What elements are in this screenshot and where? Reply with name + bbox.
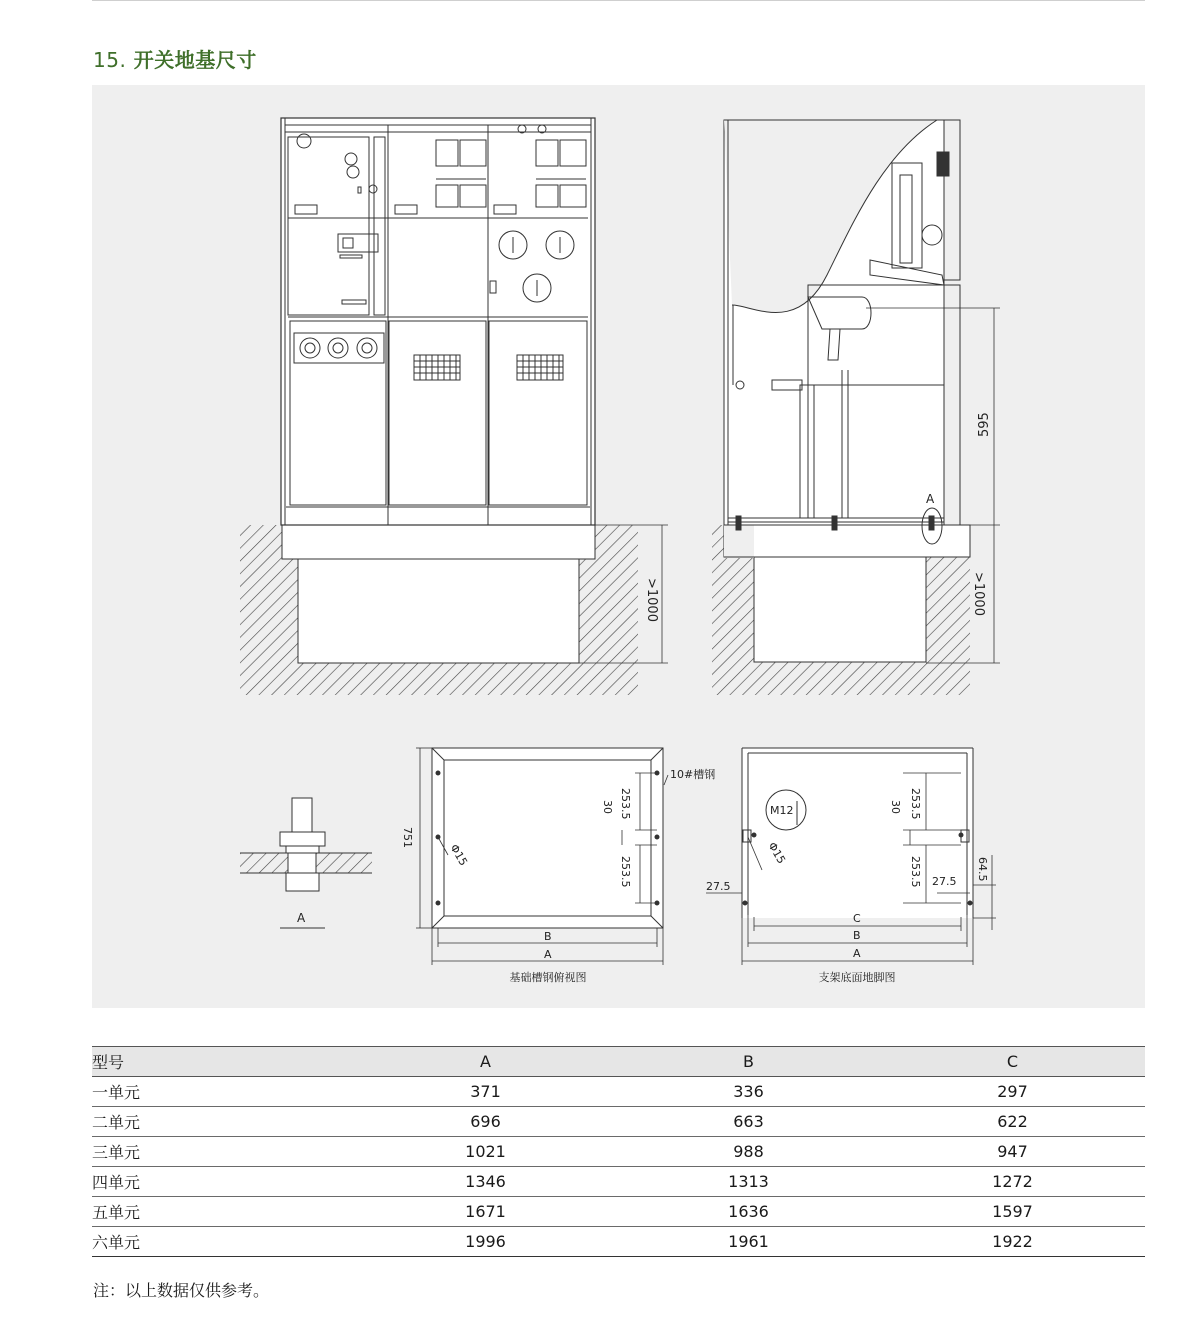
- cell-c: 297: [880, 1077, 1145, 1107]
- table-row: [92, 1197, 1145, 1227]
- top-dim-lower: 253.5: [619, 856, 632, 888]
- cell-b: 1313: [617, 1167, 880, 1197]
- top-channel-label: 10#槽钢: [670, 768, 716, 781]
- cell-a: 371: [354, 1077, 617, 1107]
- table-row: [92, 1227, 1145, 1257]
- base-dim-right: 27.5: [932, 875, 957, 888]
- base-dim-gap: 30: [889, 800, 902, 814]
- base-dim-lower: 253.5: [909, 856, 922, 888]
- cell-model: 六单元: [92, 1227, 354, 1257]
- side-height-label: 595: [977, 412, 992, 437]
- top-dim-upper: 253.5: [619, 788, 632, 820]
- top-width-a: A: [544, 948, 552, 961]
- cell-a: 1021: [354, 1137, 617, 1167]
- cell-a: 1671: [354, 1197, 617, 1227]
- base-hole-label: Φ15: [765, 840, 788, 867]
- header-b: B: [617, 1047, 880, 1077]
- foundation-drawing: [92, 85, 1145, 1008]
- section-title: [93, 44, 257, 73]
- base-dim-edge: 64.5: [976, 857, 989, 882]
- top-divider: [92, 0, 1145, 1]
- base-view-caption: 支架底面地脚图: [818, 971, 896, 984]
- table-header-row: [92, 1047, 1145, 1077]
- cell-model: 一单元: [92, 1077, 354, 1107]
- base-width-a: A: [853, 947, 861, 960]
- top-view-caption: 基础槽钢俯视图: [509, 971, 587, 984]
- base-width-c: C: [853, 912, 861, 925]
- cell-b: 1961: [617, 1227, 880, 1257]
- table-row: [92, 1107, 1145, 1137]
- cell-b: 336: [617, 1077, 880, 1107]
- cell-model: 四单元: [92, 1167, 354, 1197]
- cell-c: 1272: [880, 1167, 1145, 1197]
- footnote: 注：以上数据仅供参考。: [93, 1281, 270, 1300]
- section-title-text: 开关地基尺寸: [133, 48, 257, 72]
- table-row: [92, 1077, 1145, 1107]
- cell-c: 947: [880, 1137, 1145, 1167]
- front-depth-label: >1000: [644, 578, 659, 622]
- cell-model: 五单元: [92, 1197, 354, 1227]
- bracket-base-view: [706, 748, 996, 965]
- detail-marker: A: [926, 492, 935, 506]
- front-elevation: [240, 118, 668, 695]
- base-width-b: B: [853, 929, 861, 942]
- table-row: [92, 1167, 1145, 1197]
- dimension-table: [92, 1046, 1145, 1257]
- top-hole-label: Φ15: [447, 842, 470, 869]
- section-number: 15.: [93, 48, 127, 72]
- cell-c: 622: [880, 1107, 1145, 1137]
- top-width-b: B: [544, 930, 552, 943]
- header-a: A: [354, 1047, 617, 1077]
- drawing-panel: [92, 85, 1145, 1008]
- side-depth-label: >1000: [971, 572, 986, 616]
- cell-model: 二单元: [92, 1107, 354, 1137]
- base-dim-upper: 253.5: [909, 788, 922, 820]
- top-depth-label: 751: [401, 827, 414, 848]
- bolt-detail-label: A: [297, 911, 306, 925]
- header-model: 型号: [92, 1047, 354, 1077]
- cell-a: 696: [354, 1107, 617, 1137]
- cell-b: 988: [617, 1137, 880, 1167]
- table-row: [92, 1137, 1145, 1167]
- header-c: C: [880, 1047, 1145, 1077]
- top-dim-gap: 30: [601, 800, 614, 814]
- cell-model: 三单元: [92, 1137, 354, 1167]
- cell-c: 1922: [880, 1227, 1145, 1257]
- bolt-detail: [240, 798, 372, 928]
- cell-b: 663: [617, 1107, 880, 1137]
- base-dim-left: 27.5: [706, 880, 731, 893]
- cell-a: 1996: [354, 1227, 617, 1257]
- side-elevation: [712, 120, 1000, 695]
- cell-a: 1346: [354, 1167, 617, 1197]
- cell-b: 1636: [617, 1197, 880, 1227]
- cell-c: 1597: [880, 1197, 1145, 1227]
- base-bolt-label: M12: [770, 804, 794, 817]
